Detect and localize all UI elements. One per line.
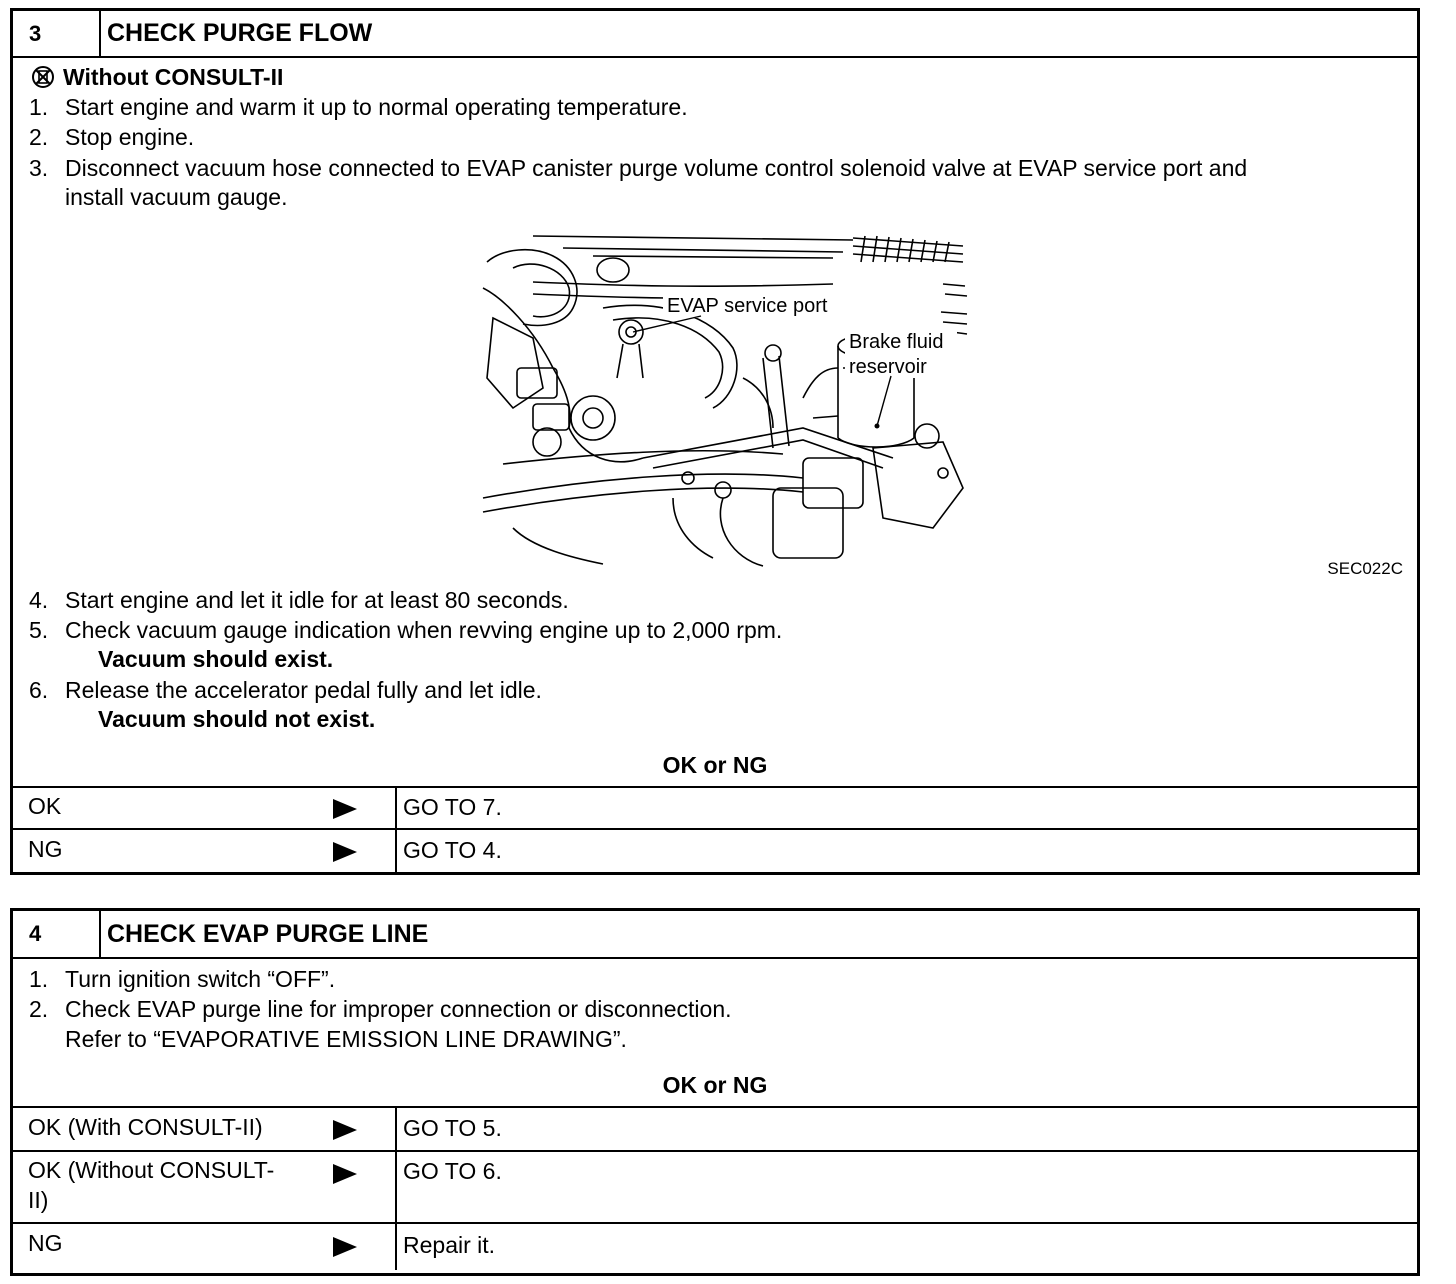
instruction-line bbox=[29, 153, 1247, 183]
step-number: 4 bbox=[13, 911, 101, 957]
arrow-right-icon bbox=[333, 1237, 357, 1257]
step-text: Check EVAP purge line for improper connection or disconnection. bbox=[65, 996, 732, 1022]
step-number: 3 bbox=[13, 11, 101, 56]
result-action: GO TO 5. bbox=[403, 1115, 502, 1141]
result-label bbox=[28, 1155, 274, 1215]
result-row-ng bbox=[13, 1224, 1417, 1270]
result-row-ng bbox=[13, 830, 1417, 872]
step-text: Start engine and warm it up to normal operating temperature. bbox=[65, 94, 688, 120]
step-num: 4. bbox=[29, 587, 49, 613]
arrow-right-icon bbox=[333, 799, 357, 819]
instruction-continuation: Refer to “EVAPORATIVE EMISSION LINE DRAWING”. bbox=[65, 1026, 627, 1052]
arrow-right-icon bbox=[333, 1120, 357, 1140]
no-consult-icon bbox=[31, 65, 55, 89]
result-row-ok bbox=[13, 788, 1417, 828]
step-4-body bbox=[13, 959, 1417, 1273]
divider bbox=[395, 1224, 397, 1270]
result-row-ok-with-consult bbox=[13, 1108, 1417, 1150]
step-num: 6. bbox=[29, 677, 49, 703]
arrow-right-icon bbox=[333, 842, 357, 862]
ok-ng-heading: OK or NG bbox=[662, 752, 768, 778]
result-action: GO TO 4. bbox=[403, 837, 502, 863]
step-title: CHECK EVAP PURGE LINE bbox=[107, 920, 429, 948]
ok-ng-heading: OK or NG bbox=[662, 1072, 768, 1098]
step-text: Start engine and let it idle for at least 80 seconds. bbox=[65, 587, 569, 613]
instruction-line bbox=[29, 964, 335, 994]
expected-result: Vacuum should exist. bbox=[98, 646, 334, 672]
step-3-body bbox=[13, 58, 1417, 872]
instruction-line bbox=[29, 585, 569, 615]
expected-result: Vacuum should not exist. bbox=[98, 706, 376, 732]
step-3-header bbox=[13, 11, 1417, 58]
condition-heading bbox=[31, 62, 283, 92]
instruction-line bbox=[29, 615, 782, 645]
result-label: NG bbox=[28, 836, 63, 862]
divider bbox=[395, 788, 397, 828]
arrow-right-icon bbox=[333, 1164, 357, 1184]
result-label: OK (With CONSULT-II) bbox=[28, 1114, 263, 1140]
step-text: Turn ignition switch “OFF”. bbox=[65, 966, 336, 992]
step-text: Disconnect vacuum hose connected to EVAP canister purge volume control solenoid valve at EVAP service port and bbox=[65, 155, 1248, 181]
step-text: Check vacuum gauge indication when revving engine up to 2,000 rpm. bbox=[65, 617, 783, 643]
instruction-continuation: install vacuum gauge. bbox=[65, 184, 288, 210]
condition-label: Without CONSULT-II bbox=[63, 64, 284, 90]
instruction-line bbox=[29, 994, 732, 1024]
result-action: GO TO 6. bbox=[403, 1158, 502, 1184]
step-text: Stop engine. bbox=[65, 124, 195, 150]
result-label: OK bbox=[28, 793, 62, 819]
step-num: 5. bbox=[29, 617, 49, 643]
instruction-line bbox=[29, 675, 542, 705]
result-action: GO TO 7. bbox=[403, 794, 502, 820]
label-evap-service-port: EVAP service port bbox=[667, 295, 828, 317]
label-brake-fluid: Brake fluid bbox=[849, 331, 944, 353]
divider bbox=[395, 830, 397, 872]
step-4-block bbox=[10, 908, 1420, 1276]
step-num: 1. bbox=[29, 966, 49, 992]
step-3-block bbox=[10, 8, 1420, 875]
step-num: 1. bbox=[29, 94, 49, 120]
result-label-line: OK (Without CONSULT- bbox=[28, 1157, 275, 1183]
figure-code: SEC022C bbox=[1327, 559, 1403, 578]
label-reservoir: reservoir bbox=[849, 356, 927, 378]
result-label-line: II) bbox=[28, 1187, 49, 1213]
instruction-line bbox=[29, 92, 688, 122]
step-title: CHECK PURGE FLOW bbox=[107, 19, 373, 47]
divider bbox=[395, 1152, 397, 1222]
result-row-ok-without-consult bbox=[13, 1152, 1417, 1222]
engine-bay-illustration bbox=[473, 228, 968, 568]
step-text: Release the accelerator pedal fully and let idle. bbox=[65, 677, 542, 703]
step-num: 3. bbox=[29, 155, 49, 181]
result-label: NG bbox=[28, 1230, 63, 1256]
instruction-line bbox=[29, 122, 194, 152]
step-4-header bbox=[13, 911, 1417, 959]
divider bbox=[395, 1108, 397, 1150]
step-num: 2. bbox=[29, 124, 49, 150]
result-action: Repair it. bbox=[403, 1232, 496, 1258]
step-num: 2. bbox=[29, 996, 49, 1022]
